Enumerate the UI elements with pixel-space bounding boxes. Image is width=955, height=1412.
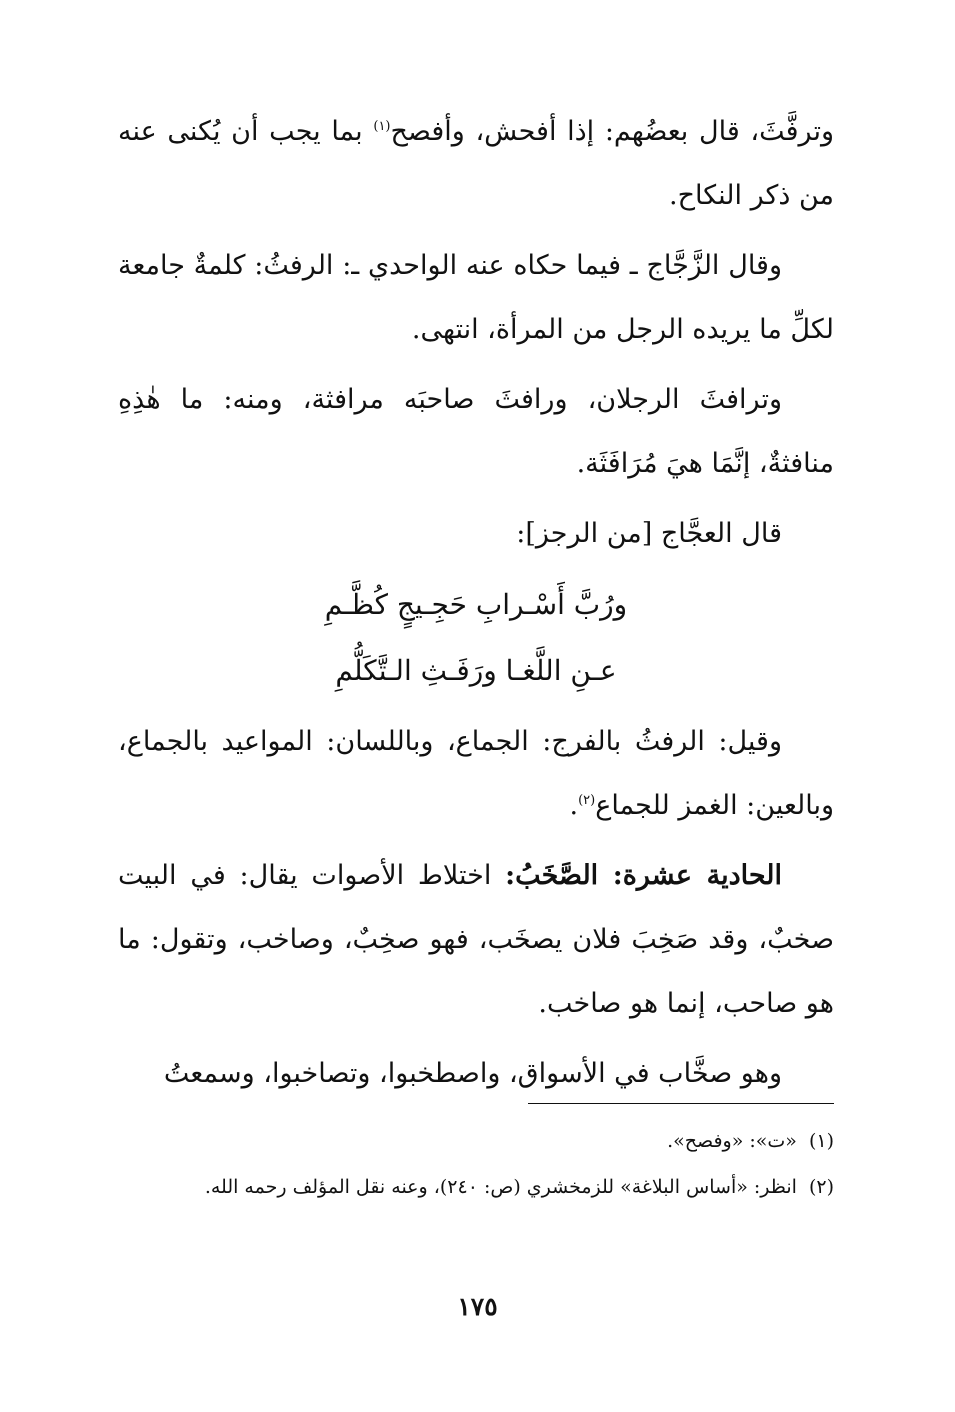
paragraph-1-text-b: بما يجب أن يُكنى عنه من ذكر النكاح. [118,116,834,211]
footnote-2-text: انظر: «أساس البلاغة» للزمخشري (ص: ٢٤٠)، وعنه نقل المؤلف رحمه الله. [204,1176,797,1198]
paragraph-1 [118,100,834,228]
footnotes-section [118,1103,834,1210]
paragraph-4: قال العجَّاج [من الرجز]: [516,518,782,549]
paragraph-6-text: اختلاط الأصوات يقال: في البيت صخبٌ، وقد صَخِبَ فلان يصخَب، فهو صخِبٌ، وصاخب، وتقول: ما هو صاحب، إنما هو صاخب. [118,860,834,1019]
section-heading-eleventh: الحادية عشرة: الصَّخَبُ: [505,860,782,891]
paragraph-3: وترافثَ الرجلان، ورافثَ صاحبَه مرافثة، ومنه: ما هٰذِهِ منافثةٌ، إنَّمَا هيَ مُرَافَثَة. [118,384,834,479]
page-body [118,100,834,1112]
footnote-2 [118,1164,834,1210]
paragraph-7: وهو صخَّاب في الأسواق، واصطخبوا، وتصاخبوا، وسمعتُ [163,1058,782,1089]
verse-line-1: ورُبَّ أَسْـرابِ حَجِـيجٍ كُظَّـمِ [324,588,628,621]
paragraph-5-text-b: . [569,790,579,821]
paragraph-1-text-a: وترفَّثَ، قال بعضُهم: إذا أفحش، وأفصح [390,116,834,147]
footnote-1 [118,1118,834,1164]
paragraph-5 [118,710,834,838]
paragraph-6 [118,844,834,1036]
footnote-divider [528,1103,834,1104]
footnote-1-number: (١) [808,1130,834,1152]
footnote-ref-2[interactable]: (٢) [578,793,596,808]
footnote-ref-1[interactable]: (١) [373,119,391,134]
paragraph-5-text-a: وقيل: الرفثُ بالفرج: الجماع، وباللسان: المواعيد بالجماع، وبالعين: الغمز للجماع [118,726,834,821]
footnote-1-text: «ت»: «وفصح». [667,1130,797,1152]
footnote-2-number: (٢) [808,1176,834,1198]
page-number: ١٧٥ [457,1292,498,1321]
paragraph-2: وقال الزَّجَّاج ـ فيما حكاه عنه الواحدي ـ: الرفثُ: كلمةٌ جامعة لكلِّ ما يريده الرجل من المرأة، انتهى. [118,250,834,345]
verse-line-2: عـنِ اللَّغـا ورَفَـثِ الـتَّكَلُّمِ [335,654,617,687]
